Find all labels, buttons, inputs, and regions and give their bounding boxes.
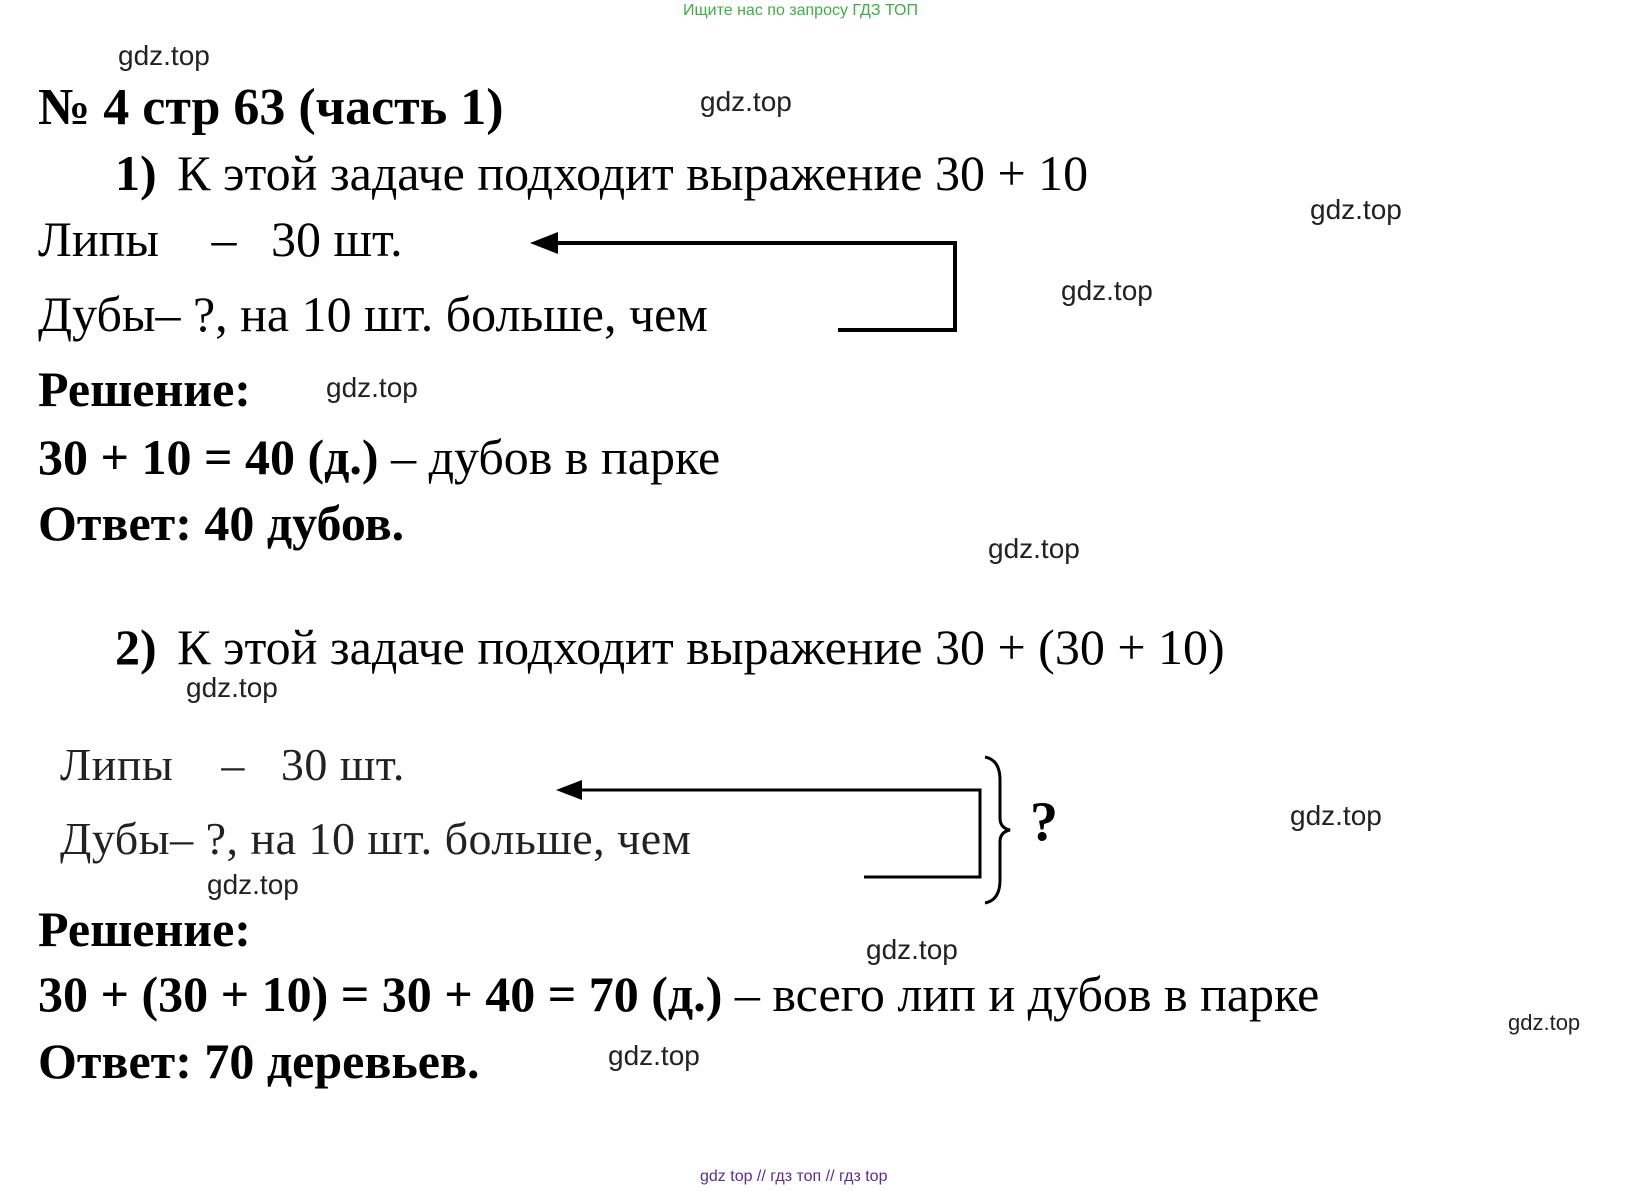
watermark: gdz.top bbox=[207, 869, 299, 900]
part1-row1-dash: – bbox=[211, 211, 237, 267]
part1-row1-name: Липы bbox=[38, 211, 160, 267]
part2-brace-question: ? bbox=[1030, 791, 1058, 853]
footer-links: gdz top // гдз топ // гдз top bbox=[700, 1168, 888, 1185]
watermark: gdz.top bbox=[1061, 275, 1153, 306]
part1-row1-value: 30 шт. bbox=[271, 211, 403, 267]
part2-statement: К этой задаче подходит выражение 30 + (30 + 10) bbox=[177, 619, 1225, 675]
watermark: gdz.top bbox=[988, 533, 1080, 564]
part1-statement: К этой задаче подходит выражение 30 + 10 bbox=[177, 145, 1089, 201]
part2-solution-line bbox=[38, 965, 1319, 1023]
part2-solution-expr: 30 + (30 + 10) = 30 + 40 = 70 (д.) bbox=[38, 966, 723, 1022]
part2-row1-name: Липы bbox=[60, 739, 174, 790]
part2-row2: Дубы– ?, на 10 шт. больше, чем bbox=[60, 813, 692, 864]
part1-row2: Дубы– ?, на 10 шт. больше, чем bbox=[38, 286, 708, 342]
part2-number: 2) bbox=[115, 619, 157, 675]
top-banner: Ищите нас по запросу ГДЗ ТОП bbox=[683, 2, 918, 19]
part2-solution-text: – всего лип и дубов в парке bbox=[722, 966, 1320, 1022]
watermark: gdz.top bbox=[608, 1040, 700, 1071]
watermark: gdz.top bbox=[1290, 800, 1382, 831]
watermark: gdz.top bbox=[186, 672, 278, 703]
watermark: gdz.top bbox=[118, 40, 210, 71]
part2-brace bbox=[985, 757, 1010, 903]
watermark: gdz.top bbox=[326, 372, 418, 403]
part1-solution-expr: 30 + 10 = 40 (д.) bbox=[38, 429, 379, 485]
part1-solution-label: Решение: bbox=[38, 361, 251, 417]
watermark: gdz.top bbox=[1310, 194, 1402, 225]
watermark: gdz.top bbox=[700, 86, 792, 117]
part2-solution-label: Решение: bbox=[38, 901, 251, 957]
watermark: gdz.top bbox=[1508, 1010, 1581, 1035]
part1-number: 1) bbox=[115, 145, 157, 201]
part1-solution-text: – дубов в парке bbox=[378, 429, 721, 485]
part1-answer: Ответ: 40 дубов. bbox=[38, 495, 405, 551]
part2-row1-value: 30 шт. bbox=[280, 739, 405, 790]
part2-row1-dash: – bbox=[221, 739, 245, 790]
page-title: № 4 стр 63 (часть 1) bbox=[38, 79, 504, 136]
part2-answer: Ответ: 70 деревьев. bbox=[38, 1033, 480, 1089]
watermark: gdz.top bbox=[866, 934, 958, 965]
